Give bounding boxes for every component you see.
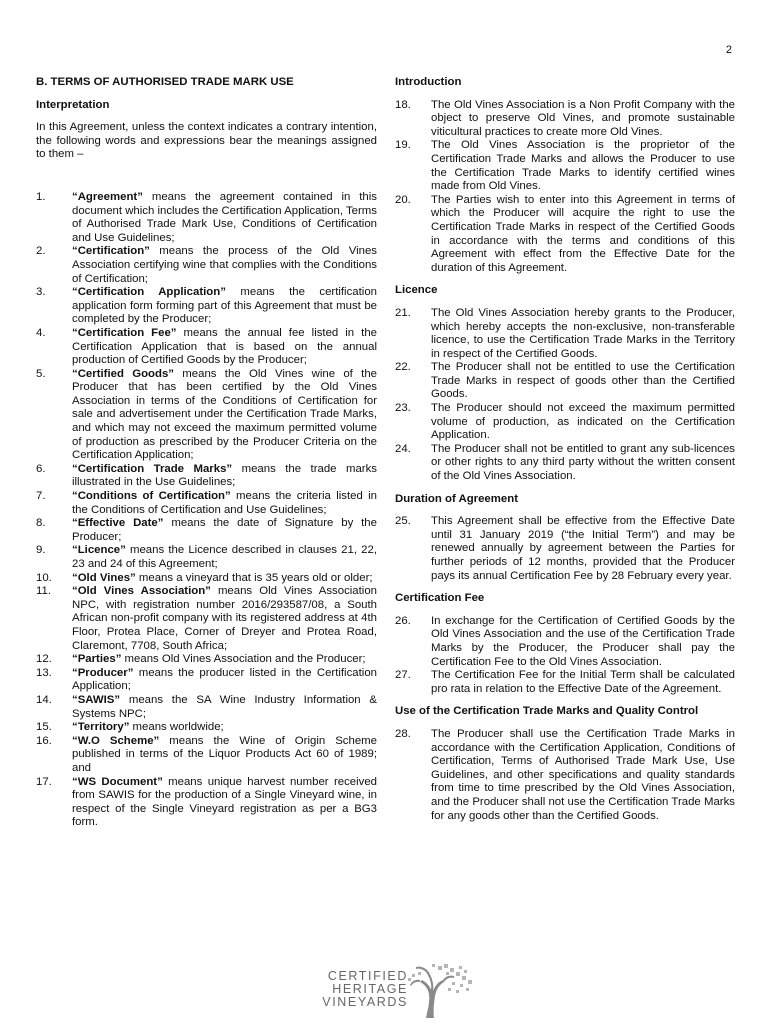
definition-term: “Territory” — [72, 721, 130, 734]
clause-list — [395, 515, 735, 583]
definition-number: 14. — [36, 693, 52, 706]
definition-number: 10. — [36, 571, 52, 584]
clause-item — [395, 669, 735, 696]
definition-number: 4. — [36, 326, 46, 339]
definition-body: means the agreement contained in this document which includes the Certification Application, Terms of Authorised Trade Mark Use, Conditions of Certification and Use Guidelines; — [72, 190, 377, 244]
clause-number: 18. — [395, 98, 411, 111]
clause-item — [395, 728, 735, 823]
left-column — [36, 76, 377, 839]
clause-number: 20. — [395, 193, 411, 206]
definition-item — [36, 653, 377, 667]
clause-item — [395, 139, 735, 193]
clause-text: The Old Vines Association is the proprietor of the Certification Trade Marks and allows the Producer to use the Certification Trade Marks to identify certified wines made from Old Vines. — [431, 139, 735, 193]
definition-body: means Old Vines Association NPC, with registration number 2016/293587/08, a South African non-profit company with its registered address at 4th Floor, Protea Place, Corner of Dreyer and Protea Road, Claremont, 7708, South Africa; — [72, 585, 377, 652]
definition-body: means the criteria listed in the Conditions of Certification and Use Guidelines; — [72, 490, 377, 516]
section-heading: Certification Fee — [395, 592, 485, 605]
definition-body: means the annual fee listed in the Certification Application that is based on the annual production of Certified Goods by the Producer; — [72, 326, 377, 367]
clause-text: The Certification Fee for the Initial Term shall be calculated pro rata in relation to the Effective Date of the Agreement. — [431, 669, 735, 695]
clause-text: The Producer shall not be entitled to use the Certification Trade Marks in respect of goods other than the Certified Goods. — [431, 361, 735, 401]
clause-text: The Parties wish to enter into this Agreement in terms of which the Producer will acquire the right to use the Certification Trade Marks in respect of the Certified Goods in accordance with the terms and conditions of this Agreement with effect from the Effective Date for the duration of this Agreement. — [431, 193, 735, 274]
definition-text — [72, 368, 377, 463]
definition-number: 12. — [36, 653, 52, 666]
clause-item — [395, 99, 735, 140]
definition-item — [36, 544, 377, 571]
section-heading: Introduction — [395, 76, 462, 88]
clause-item — [395, 361, 735, 402]
definition-term: “Parties” — [72, 653, 122, 666]
clause-number: 27. — [395, 669, 411, 682]
definition-text — [72, 585, 377, 653]
definition-term: “Old Vines Association” — [72, 585, 211, 598]
clause-text: The Producer shall use the Certification Trade Marks in accordance with the Certification Application, Conditions of Certification, Terms of Authorised Trade Mark Use, Use Guidelines, and other specifications and quality standards from time to time prescribed by the Old Vines Association, and the Producer shall not use the Certification Trade Marks for any goods other than the Certified Goods. — [431, 727, 735, 822]
definition-term: “Licence” — [72, 544, 126, 557]
definition-item — [36, 517, 377, 544]
definition-text — [72, 572, 377, 586]
clause-text: This Agreement shall be effective from the Effective Date until 31 January 2019 (“the Initial Term”) and may be renewed annually by agreement between the Parties for further periods of 12 months, provided that the Producer pays its annual Certification Fee by 28 February every year. — [431, 515, 735, 582]
certified-heritage-vineyards-logo — [308, 960, 478, 1020]
definition-text — [72, 463, 377, 490]
clause-number: 24. — [395, 442, 411, 455]
right-column — [395, 76, 735, 832]
definition-body: means the producer listed in the Certification Application; — [72, 666, 377, 693]
clause-text: The Producer shall not be entitled to grant any sub-licences or other rights to any third party without the written consent of the Old Vines Association. — [431, 442, 735, 483]
clause-text: The Old Vines Association is a Non Profit Company with the object to preserve Old Vines, and promote sustainable viticultural practices to create more Old Vines. — [431, 98, 735, 138]
definition-text — [72, 694, 377, 721]
definition-term: “Effective Date” — [72, 517, 164, 530]
clause-item — [395, 615, 735, 669]
definition-term: “Certification Trade Marks” — [72, 462, 233, 475]
definition-item — [36, 694, 377, 721]
definition-item — [36, 245, 377, 286]
clause-text: In exchange for the Certification of Certified Goods by the Old Vines Association and the use of the Certification Trade Marks by the Producer, the Producer shall pay the Certification Fee to the Old Vines Association. — [431, 614, 735, 668]
logo-line-3: VINEYARDS — [322, 995, 408, 1009]
logo-text — [308, 970, 408, 1009]
definition-body: means the Wine of Origin Scheme published in terms of the Liquor Products Act 60 of 1989; and — [72, 734, 377, 774]
definition-term: “SAWIS” — [72, 693, 121, 706]
definition-number: 15. — [36, 721, 52, 734]
definition-item — [36, 721, 377, 735]
section-heading: Licence — [395, 284, 438, 297]
clause-number: 22. — [395, 361, 411, 374]
clause-text: The Producer should not exceed the maximum permitted volume of production, as indicated on the Certification Application. — [431, 402, 735, 442]
definition-item — [36, 776, 377, 830]
definition-number: 1. — [36, 190, 46, 203]
definition-text — [72, 286, 377, 327]
definition-term: “Conditions of Certification” — [72, 490, 231, 503]
clause-list — [395, 307, 735, 484]
clause-text: The Old Vines Association hereby grants to the Producer, which hereby accepts the non-exclusive, non-transferable licence, to use the Certification Trade Marks in the Territory in respect of the Certified Goods. — [431, 306, 735, 360]
definition-item — [36, 735, 377, 776]
definition-body: means the date of Signature by the Producer; — [72, 517, 377, 543]
definition-body: means Old Vines Association and the Producer; — [121, 653, 366, 666]
definition-text — [72, 667, 377, 694]
definition-number: 11. — [36, 585, 51, 598]
definition-item — [36, 585, 377, 653]
definition-text — [72, 544, 377, 571]
clause-list — [395, 728, 735, 823]
definition-text — [72, 735, 377, 776]
logo-line-1: CERTIFIED — [327, 969, 408, 983]
definition-body: means the trade marks illustrated in the Use Guidelines; — [72, 462, 377, 489]
definition-term: “Certification Fee” — [72, 326, 177, 339]
vine-tree-icon — [404, 962, 476, 1020]
definition-body: means the process of the Old Vines Association certifying wine that complies with the Conditions of Certification; — [72, 245, 377, 285]
definition-text — [72, 653, 377, 667]
clause-item — [395, 194, 735, 276]
definition-item — [36, 368, 377, 463]
interpretation-heading: Interpretation — [36, 98, 110, 111]
definition-item — [36, 463, 377, 490]
definition-body: means unique harvest number received from SAWIS for the production of a Single Vineyard wine, in respect of the Single Vineyard registration as per a BG3 form. — [72, 775, 377, 829]
clause-item — [395, 515, 735, 583]
definition-term: “W.O Scheme” — [72, 734, 160, 747]
definition-item — [36, 327, 377, 368]
definition-item — [36, 667, 377, 694]
clause-number: 21. — [395, 306, 411, 319]
definition-term: “Producer” — [72, 666, 134, 679]
definition-number: 3. — [36, 286, 46, 299]
clause-item — [395, 443, 735, 484]
definition-number: 16. — [36, 734, 52, 747]
definition-body: means the Old Vines wine of the Producer that has been certified by the Old Vines Association in terms of the Conditions of Certification for sale and advertisement under the Certification Trade Marks, and which may not exceed the maximum permitted volume of production as prescribed by the Producer Criteria on the Certification Application; — [72, 367, 378, 462]
clause-item — [395, 307, 735, 361]
definition-body: means a vineyard that is 35 years old or older; — [135, 571, 373, 584]
definition-item — [36, 286, 377, 327]
section-heading: Duration of Agreement — [395, 492, 518, 505]
clause-number: 25. — [395, 515, 411, 528]
logo-line-2: HERITAGE — [332, 982, 408, 996]
definition-number: 17. — [36, 775, 52, 788]
definition-body: means the certification application form forming part of this Agreement that must be completed by the Producer; — [72, 286, 377, 326]
clause-item — [395, 402, 735, 443]
definition-number: 7. — [36, 490, 46, 503]
definition-item — [36, 572, 377, 586]
clause-number: 19. — [395, 139, 411, 152]
definition-number: 13. — [36, 666, 52, 679]
definition-text — [72, 490, 377, 517]
definition-body: means worldwide; — [129, 721, 224, 734]
clause-list — [395, 615, 735, 697]
definition-item — [36, 490, 377, 517]
definition-term: “Certified Goods” — [72, 367, 174, 380]
definition-term: “Certification Application” — [72, 286, 226, 299]
definition-term: “Certification” — [72, 245, 150, 258]
definition-item — [36, 191, 377, 245]
page-number: 2 — [725, 44, 732, 56]
clause-number: 26. — [395, 614, 411, 627]
definition-number: 2. — [36, 245, 46, 258]
interpretation-intro: In this Agreement, unless the context indicates a contrary intention, the following words and expressions bear the meanings assigned to them – — [36, 121, 377, 161]
definition-number: 6. — [36, 462, 46, 475]
definition-body: means the Licence described in clauses 21, 22, 23 and 24 of this Agreement; — [72, 544, 377, 570]
definition-number: 5. — [36, 367, 46, 380]
clause-number: 28. — [395, 727, 411, 740]
section-heading: Use of the Certification Trade Marks and Quality Control — [395, 705, 699, 718]
definition-text — [72, 191, 377, 245]
section-heading: B. TERMS OF AUTHORISED TRADE MARK USE — [36, 76, 294, 88]
definition-body: means the SA Wine Industry Information & Systems NPC; — [72, 693, 377, 720]
definition-text — [72, 776, 377, 830]
definition-text — [72, 245, 377, 286]
definition-text — [72, 517, 377, 544]
definition-text — [72, 327, 377, 368]
definition-number: 8. — [36, 517, 46, 530]
definitions-list — [36, 191, 377, 830]
definition-text — [72, 721, 377, 735]
definition-term: “WS Document” — [72, 775, 163, 788]
clause-list — [395, 99, 735, 276]
definition-term: “Agreement” — [72, 190, 143, 203]
definition-term: “Old Vines” — [72, 571, 136, 584]
definition-number: 9. — [36, 544, 46, 557]
clause-number: 23. — [395, 402, 411, 415]
